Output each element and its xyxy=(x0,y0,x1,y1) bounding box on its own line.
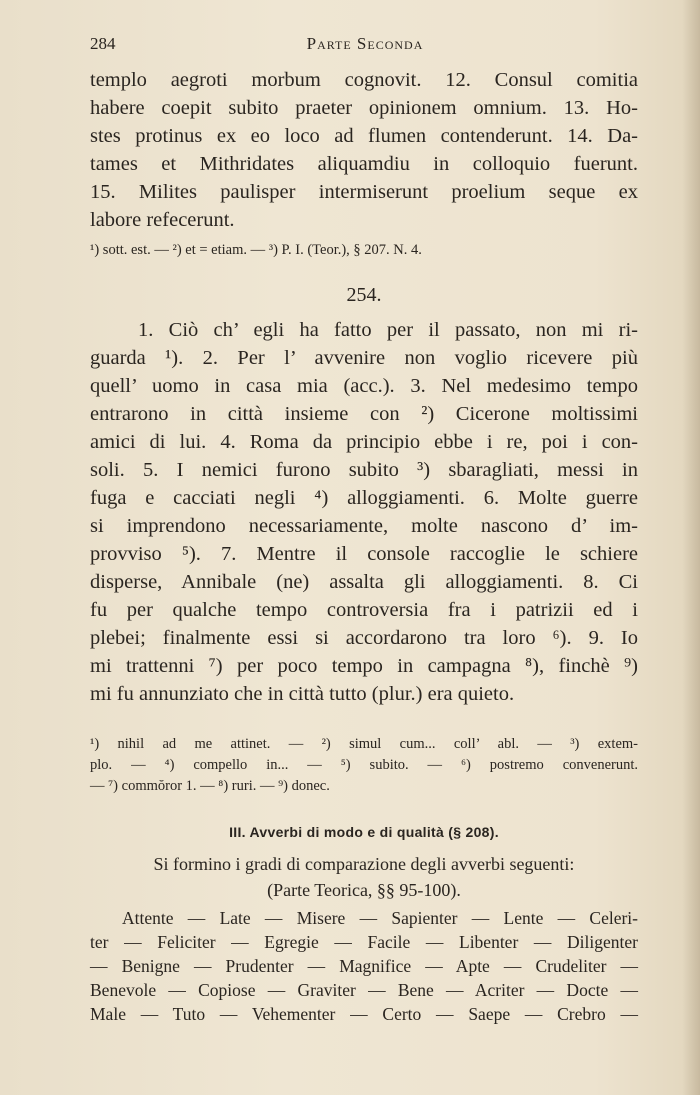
text-line: provviso ⁵). 7. Mentre il console raccoglie le schiere xyxy=(90,543,638,565)
footnote-line: plo. — ⁴) compello in... — ⁵) subito. — ⁶) postremo convenerunt. xyxy=(90,757,638,773)
text-line: habere coepit subito praeter opinionem omnium. 13. Ho- xyxy=(90,97,638,119)
text-line: labore refecerunt. xyxy=(90,209,235,231)
text-line: mi trattenni ⁷) per poco tempo in campagna ⁸), finchè ⁹) xyxy=(90,655,638,677)
text-line: fu per qualche tempo controversia fra i patrizii ed i xyxy=(90,599,638,621)
text-line: amici di lui. 4. Roma da principio ebbe i re, poi i con- xyxy=(90,431,638,453)
text-line: fuga e cacciati negli ⁴) alloggiamenti. 6. Molte guerre xyxy=(90,487,638,509)
footnote-line: ¹) sott. est. — ²) et = etiam. — ³) P. I. (Teor.), § 207. N. 4. xyxy=(90,242,422,258)
text-line: plebei; finalmente essi si accordarono tra loro ⁶). 9. Io xyxy=(90,627,638,649)
section-heading: III. Avverbi di modo e di qualità (§ 208). xyxy=(229,824,499,840)
adverb-line: ter — Feliciter — Egregie — Facile — Libenter — Diligenter xyxy=(90,932,638,952)
page-header xyxy=(90,34,640,58)
text-line: quell’ uomo in casa mia (acc.). 3. Nel medesimo tempo xyxy=(90,375,638,397)
footnotes xyxy=(90,734,638,797)
page-number: 284 xyxy=(90,34,116,53)
text-line: stes protinus ex eo loco ad flumen contenderunt. 14. Da- xyxy=(90,125,638,147)
text-line: disperse, Annibale (ne) assalta gli alloggiamenti. 8. Ci xyxy=(90,571,638,593)
adverb-line: Male — Tuto — Vehementer — Certo — Saepe — Crebro — xyxy=(90,1004,638,1024)
instruction-line: Si formino i gradi di comparazione degli avverbi seguenti: xyxy=(153,854,575,874)
text-line: 1. Ciò ch’ egli ha fatto per il passato, non mi ri- xyxy=(138,319,638,341)
text-line: soli. 5. I nemici furono subito ³) sbaragliati, messi in xyxy=(90,459,638,481)
text-line: 15. Milites paulisper intermiserunt proelium seque ex xyxy=(90,181,638,203)
text-line: guarda ¹). 2. Per l’ avvenire non voglio ricevere più xyxy=(90,347,638,369)
adverb-line: — Benigne — Prudenter — Magnifice — Apte — Crudeliter — xyxy=(90,956,638,976)
instruction-reference: (Parte Teorica, §§ 95-100). xyxy=(267,880,461,900)
adverb-list xyxy=(90,906,638,1026)
adverb-line: Benevole — Copiose — Graviter — Bene — Acriter — Docte — xyxy=(90,980,638,1000)
footnote-line: — ⁷) commŏror 1. — ⁸) ruri. — ⁹) donec. xyxy=(90,778,330,794)
text-line: entrarono in città insieme con ²) Cicerone moltissimi xyxy=(90,403,638,425)
latin-exercise-continuation xyxy=(90,66,638,261)
footnote-line: ¹) nihil ad me attinet. — ²) simul cum... coll’ abl. — ³) extem- xyxy=(90,736,638,752)
instruction xyxy=(90,851,638,903)
page-spine-shadow xyxy=(682,0,700,1095)
text-line: si imprendono necessariamente, molte nascono d’ im- xyxy=(90,515,638,537)
running-head: Parte Seconda xyxy=(306,34,424,53)
italian-exercise xyxy=(90,316,638,708)
exercise-number: 254. xyxy=(346,284,382,306)
text-line: templo aegroti morbum cognovit. 12. Consul comitia xyxy=(90,69,638,91)
text-line: mi fu annunziato che in città tutto (plur.) era quieto. xyxy=(90,683,515,705)
adverb-line: Attente — Late — Misere — Sapienter — Lente — Celeri- xyxy=(122,908,638,928)
text-line: tames et Mithridates aliquamdiu in colloquio fuerunt. xyxy=(90,153,638,175)
